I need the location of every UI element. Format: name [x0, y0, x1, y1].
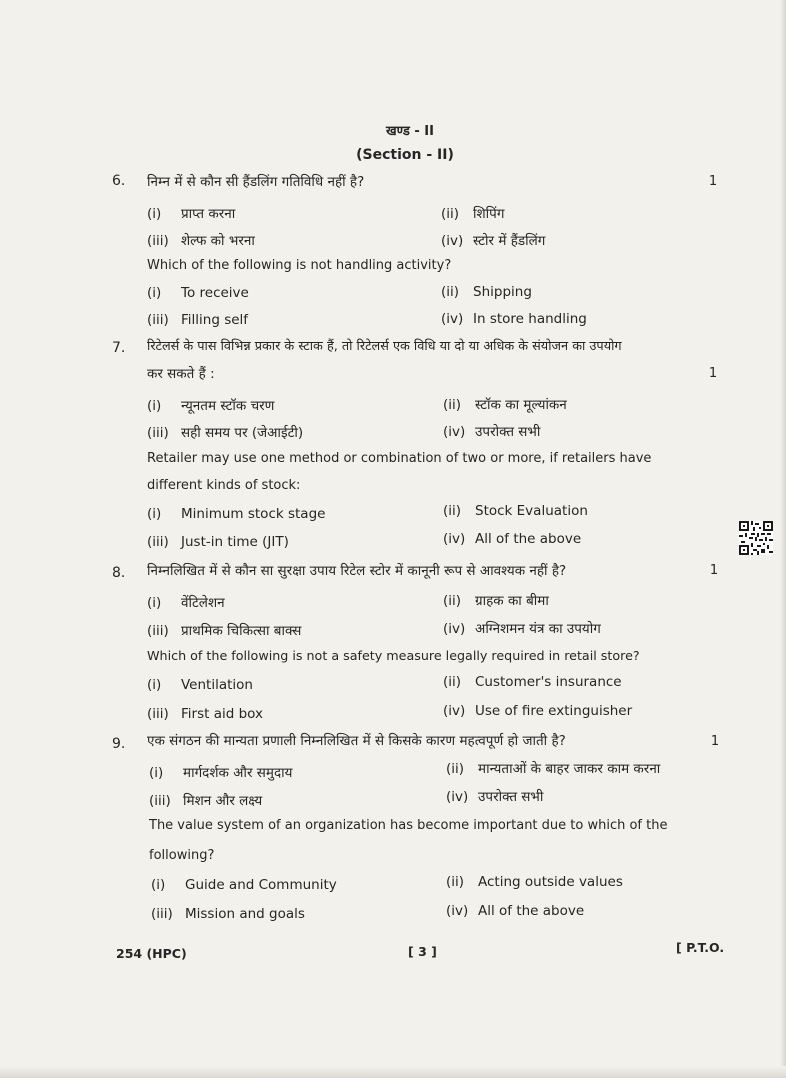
option-text: First aid box	[181, 706, 263, 722]
question-number: 6.	[112, 173, 126, 189]
question-marks: 1	[710, 734, 720, 749]
question-hindi-text: एक संगठन की मान्यता प्रणाली निम्नलिखित में से किसके कारण महत्वपूर्ण हो जाती है?	[147, 733, 566, 749]
option	[147, 677, 253, 693]
paper-code: 254 (HPC)	[116, 946, 187, 961]
pto-label: [ P.T.O.	[676, 940, 725, 955]
option	[443, 531, 581, 547]
option-number: (iii)	[149, 793, 171, 809]
option-text: Customer's insurance	[475, 674, 622, 690]
option	[147, 534, 289, 550]
option-text: Filling self	[181, 312, 249, 328]
option	[446, 759, 660, 777]
question-english-text: The value system of an organization has become important due to which of the	[149, 818, 668, 833]
option-text: मान्यताओं के बाहर जाकर काम करना	[478, 761, 661, 777]
option-text: स्टॉक का मूल्यांकन	[475, 397, 567, 413]
option	[151, 877, 337, 893]
option	[147, 621, 301, 639]
option-number: (iii)	[147, 706, 169, 722]
option-text: वेंटिलेशन	[181, 595, 225, 611]
option	[443, 395, 567, 413]
section-title-hindi: खण्ड - II	[386, 124, 434, 139]
option-text: In store handling	[473, 311, 587, 327]
question-hindi-text: निम्नलिखित में से कौन सा सुरक्षा उपाय रिटेल स्टोर में कानूनी रूप से आवश्यक नहीं है?	[147, 563, 567, 579]
option-number: (i)	[147, 285, 162, 301]
option	[441, 284, 532, 300]
option-number: (i)	[151, 877, 166, 893]
option-number: (i)	[147, 206, 162, 222]
option-text: All of the above	[475, 531, 582, 547]
question-english-text: Which of the following is not a safety measure legally required in retail store?	[147, 648, 640, 663]
option-text: Just-in time (JIT)	[181, 534, 289, 550]
question-hindi-text: रिटेलर्स के पास विभिन्न प्रकार के स्टाक हैं, तो रिटेलर्स एक विधि या दो या अधिक के संयोजन का उपयोग	[147, 339, 622, 354]
question-english-text: following?	[149, 848, 215, 863]
option-text: Shipping	[473, 284, 532, 300]
option-number: (ii)	[443, 674, 462, 690]
option	[149, 763, 293, 781]
option-text: Ventilation	[181, 677, 253, 693]
option-number: (ii)	[446, 874, 465, 890]
option-text: प्राप्त करना	[181, 206, 236, 222]
option	[147, 312, 248, 328]
option-text: शेल्फ को भरना	[181, 233, 255, 249]
option-number: (iii)	[147, 233, 169, 249]
option-text: ग्राहक का बीमा	[475, 593, 549, 609]
option-number: (iv)	[443, 621, 466, 637]
option-number: (i)	[147, 595, 162, 611]
option	[147, 285, 249, 301]
option-text: स्टोर में हैंडलिंग	[473, 233, 546, 249]
question-number: 9.	[112, 736, 126, 752]
option-text: सही समय पर (जेआईटी)	[181, 425, 304, 441]
option	[147, 506, 325, 522]
option-number: (i)	[147, 677, 162, 693]
option	[147, 231, 255, 249]
option-number: (iv)	[446, 789, 469, 805]
option	[147, 204, 235, 222]
option	[443, 591, 549, 609]
option-number: (iii)	[147, 312, 169, 328]
option	[443, 674, 622, 690]
option-text: मार्गदर्शक और समुदाय	[183, 765, 293, 781]
option-text: Minimum stock stage	[181, 506, 326, 522]
option-text: शिपिंग	[473, 206, 505, 222]
page-edge-shadow	[780, 0, 786, 1078]
question-marks: 1	[708, 366, 718, 381]
section-title-english: (Section - II)	[356, 147, 454, 163]
option-number: (ii)	[441, 206, 460, 222]
option-text: Use of fire extinguisher	[475, 703, 633, 719]
option-text: All of the above	[478, 903, 585, 919]
option-number: (iv)	[443, 703, 466, 719]
option-number: (iv)	[441, 233, 464, 249]
option-number: (i)	[147, 398, 162, 414]
option-text: उपरोक्त सभी	[478, 789, 544, 805]
option	[441, 231, 545, 249]
question-number: 8.	[112, 565, 126, 581]
question-english-text: Which of the following is not handling activity?	[147, 258, 452, 273]
option	[443, 619, 601, 637]
option-number: (ii)	[443, 503, 462, 519]
option-number: (iii)	[147, 534, 169, 550]
option	[149, 791, 262, 809]
question-english-text: different kinds of stock:	[147, 478, 301, 493]
question-hindi-text: निम्न में से कौन सी हैंडलिंग गतिविधि नहीं है?	[147, 174, 365, 190]
option-number: (ii)	[446, 761, 465, 777]
option	[147, 396, 274, 414]
option-number: (i)	[149, 765, 164, 781]
question-english-text: Retailer may use one method or combination of two or more, if retailers have	[147, 451, 652, 466]
option-number: (iv)	[446, 903, 469, 919]
page-bottom-shadow	[0, 1066, 786, 1078]
option-number: (i)	[147, 506, 162, 522]
option	[147, 593, 225, 611]
option	[446, 903, 584, 919]
option-text: To receive	[181, 285, 249, 301]
option	[443, 503, 588, 519]
option-number: (iii)	[147, 425, 169, 441]
option	[443, 703, 632, 719]
option-text: मिशन और लक्ष्य	[183, 793, 263, 809]
option	[446, 787, 543, 805]
option-text: Guide and Community	[185, 877, 337, 893]
option-number: (iii)	[151, 906, 173, 922]
page-number: [ 3 ]	[408, 944, 437, 959]
option-number: (iv)	[443, 531, 466, 547]
qr-code-icon	[739, 521, 773, 555]
option	[443, 422, 540, 440]
option-text: Acting outside values	[478, 874, 623, 890]
option-text: प्राथमिक चिकित्सा बाक्स	[181, 623, 302, 639]
option-text: उपरोक्त सभी	[475, 424, 541, 440]
question-marks: 1	[709, 563, 719, 578]
option	[446, 874, 623, 890]
option	[441, 311, 587, 327]
option	[147, 706, 263, 722]
option-number: (iii)	[147, 623, 169, 639]
option-number: (iv)	[443, 424, 466, 440]
option-number: (ii)	[441, 284, 460, 300]
option-text: अग्निशमन यंत्र का उपयोग	[475, 621, 601, 637]
option-text: Stock Evaluation	[475, 503, 588, 519]
option-text: न्यूनतम स्टॉक चरण	[181, 398, 275, 414]
option-number: (iv)	[441, 311, 464, 327]
option	[441, 204, 504, 222]
option-number: (ii)	[443, 397, 462, 413]
option-text: Mission and goals	[185, 906, 305, 922]
option	[147, 423, 303, 441]
option-number: (ii)	[443, 593, 462, 609]
question-number: 7.	[112, 340, 126, 356]
option	[151, 906, 305, 922]
question-marks: 1	[708, 174, 718, 189]
question-hindi-text: कर सकते हैं :	[147, 366, 215, 382]
